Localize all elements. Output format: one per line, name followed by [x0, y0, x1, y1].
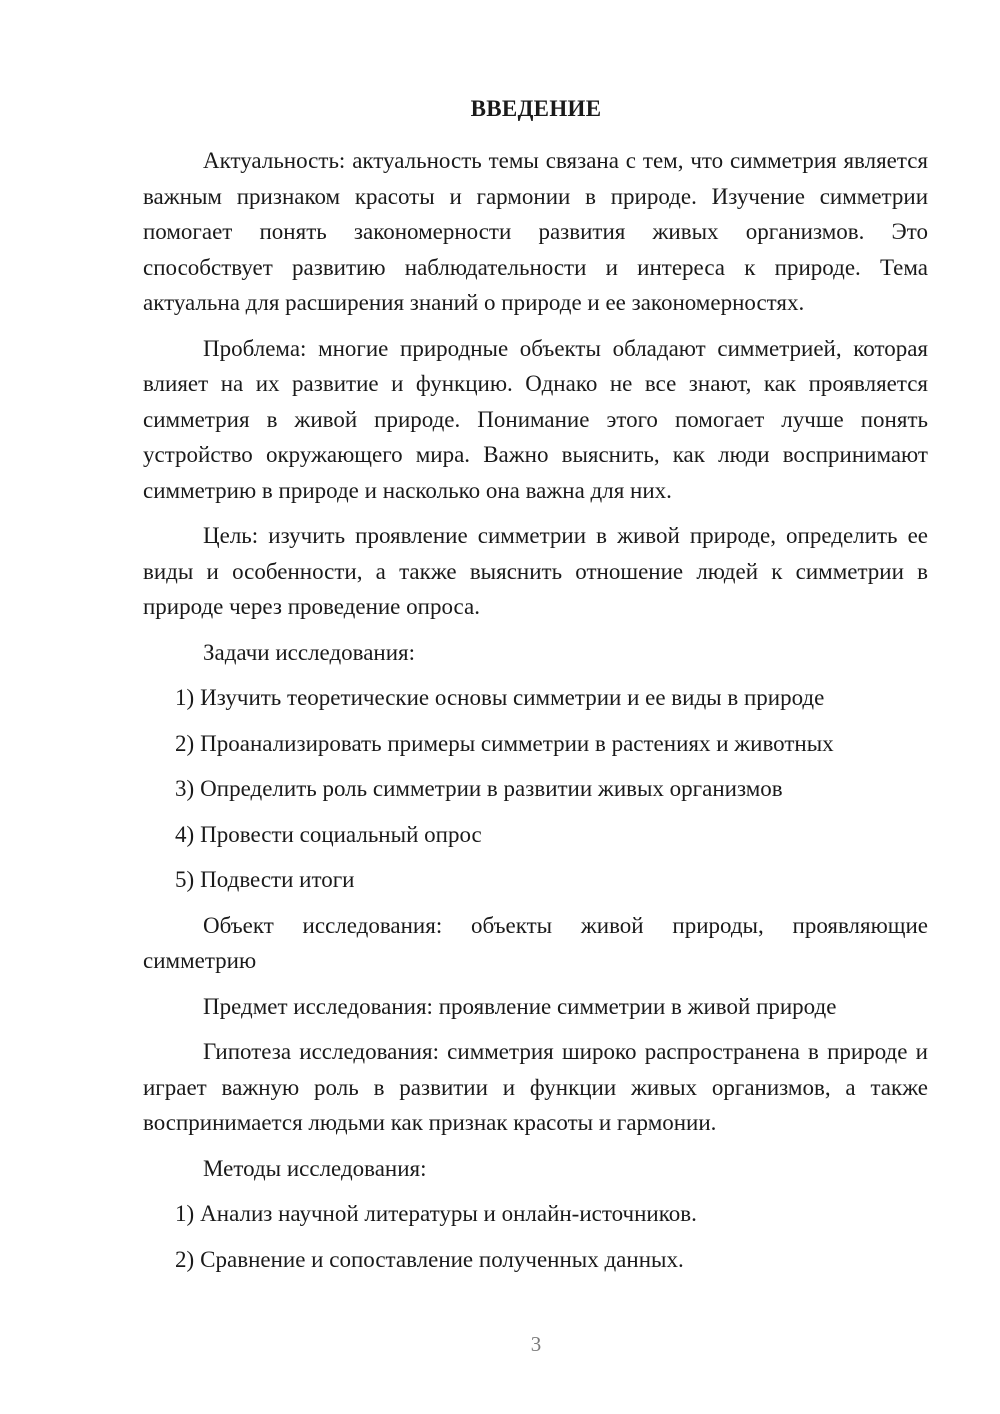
list-item-number: 2) — [175, 730, 195, 756]
list-item-number: 1) — [175, 685, 195, 710]
list-item-text: Анализ научной литературы и онлайн-источников. — [200, 1201, 697, 1226]
list-item-number: 3) — [175, 776, 195, 801]
subject-paragraph: Предмет исследования: проявление симметрии в живой природе — [203, 993, 837, 1019]
list-item-text: Изучить теоретические основы симметрии и ее виды в природе — [200, 685, 825, 710]
list-item — [143, 771, 928, 807]
list-item — [143, 1242, 928, 1278]
list-item — [143, 680, 928, 716]
list-item-number: 1) — [175, 1201, 195, 1226]
methods-heading: Методы исследования: — [203, 1155, 427, 1181]
list-item — [143, 1196, 928, 1232]
relevance-paragraph: Актуальность: актуальность темы связана с тем, что симметрия является важным признаком красоты и гармонии в природе. Изучение симметрии помогает понять закономерности развития живых организмов. Это способствует развитию наблюдательности и интереса к природе. Тема актуальна для расширения знаний о природе и ее закономерностях. — [143, 148, 928, 315]
list-item — [143, 817, 928, 853]
object-paragraph: Объект исследования: объекты живой природы, проявляющие симметрию — [143, 912, 928, 973]
methods-list — [143, 1196, 928, 1277]
list-item-text: Провести социальный опрос — [200, 821, 482, 847]
list-item — [143, 862, 928, 898]
document-body — [143, 143, 928, 1287]
list-item — [143, 726, 928, 762]
goal-paragraph: Цель: изучить проявление симметрии в живой природе, определить ее виды и особенности, а также выяснить отношение людей к симметрии в природе через проведение опроса. — [143, 523, 928, 619]
tasks-heading: Задачи исследования: — [203, 639, 416, 665]
list-item-text: Определить роль симметрии в развитии живых организмов — [200, 776, 783, 801]
list-item-number: 5) — [175, 867, 195, 892]
list-item-number: 4) — [175, 821, 195, 847]
list-item-text: Подвести итоги — [200, 867, 355, 892]
tasks-list — [143, 680, 928, 898]
problem-paragraph: Проблема: многие природные объекты обладают симметрией, которая влияет на их развитие и функцию. Однако не все знают, как проявляется симметрия в живой природе. Понимание этого помогает лучше понять устройство окружающего мира. Важно выяснить, как люди воспринимают симметрию в природе и насколько она важна для них. — [143, 335, 928, 503]
page-number: 3 — [530, 1332, 542, 1356]
list-item-number: 2) — [175, 1246, 195, 1272]
page-title: ВВЕДЕНИЕ — [470, 96, 602, 121]
list-item-text: Сравнение и сопоставление полученных данных. — [200, 1246, 684, 1272]
list-item-text: Проанализировать примеры симметрии в растениях и животных — [200, 730, 834, 756]
hypothesis-paragraph: Гипотеза исследования: симметрия широко распространена в природе и играет важную роль в развитии и функции живых организмов, а также воспринимается людьми как признак красоты и гармонии. — [143, 1039, 928, 1135]
